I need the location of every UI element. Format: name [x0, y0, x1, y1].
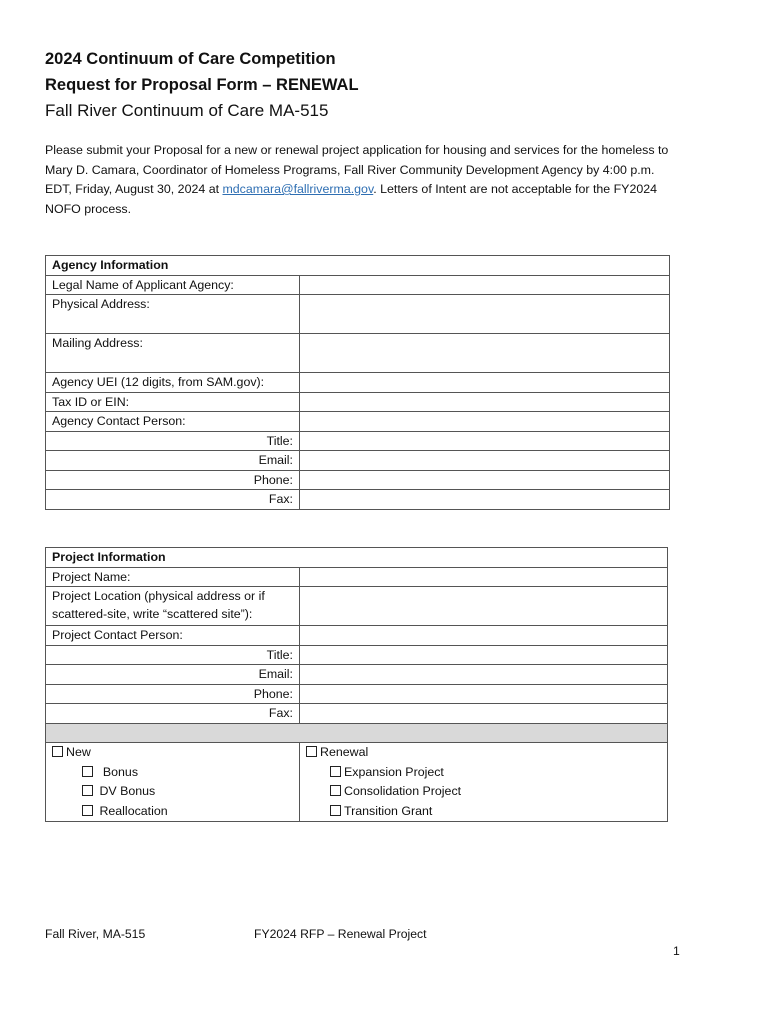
- project-name-label: Project Name:: [46, 567, 300, 587]
- project-email-label: Email:: [46, 665, 300, 685]
- checkbox-expansion[interactable]: [330, 766, 341, 777]
- mailing-address-label: Mailing Address:: [46, 334, 300, 373]
- checkbox-bonus[interactable]: [82, 766, 93, 777]
- mailing-address-field[interactable]: [300, 334, 670, 373]
- option-dv-bonus[interactable]: [46, 782, 300, 802]
- project-location-label-line2: scattered-site, write “scattered site”):: [52, 607, 253, 621]
- checkbox-consolidation[interactable]: [330, 785, 341, 796]
- project-phone-label: Phone:: [46, 684, 300, 704]
- project-location-label: [46, 587, 300, 626]
- project-title-label: Title:: [46, 645, 300, 665]
- agency-uei-field[interactable]: [300, 373, 670, 393]
- form-title-line1: 2024 Continuum of Care Competition: [45, 50, 336, 68]
- instructions-paragraph: [45, 141, 673, 219]
- option-reallocation[interactable]: [46, 802, 300, 822]
- physical-address-field[interactable]: [300, 295, 670, 334]
- project-location-label-line1: Project Location (physical address or if: [52, 589, 265, 603]
- agency-email-label: Email:: [46, 451, 300, 471]
- physical-address-label: Physical Address:: [46, 295, 300, 334]
- agency-fax-label: Fax:: [46, 490, 300, 510]
- agency-phone-field[interactable]: [300, 470, 670, 490]
- form-title-line2: Request for Proposal Form – RENEWAL: [45, 76, 359, 94]
- instructions-text: Please submit your Proposal for a new or renewal project application for housing and services for the homeless to Mary D. Camara, Coordinator of Homeless Programs, Fall River Community Development Agency by 4:00 p.m. EDT, Friday, August 30, 2024 at: [45, 143, 669, 196]
- email-link[interactable]: mdcamara@fallriverma.gov: [222, 182, 374, 196]
- agency-email-field[interactable]: [300, 451, 670, 471]
- option-expansion-label: Expansion Project: [344, 764, 444, 779]
- project-location-field[interactable]: [300, 587, 668, 626]
- project-contact-field[interactable]: [300, 626, 668, 646]
- checkbox-dv-bonus[interactable]: [82, 785, 93, 796]
- form-subtitle: Fall River Continuum of Care MA-515: [45, 101, 329, 120]
- page-number: 1: [673, 944, 680, 958]
- project-email-field[interactable]: [300, 665, 668, 685]
- agency-information-heading: Agency Information: [46, 256, 670, 276]
- option-consolidation[interactable]: [300, 782, 668, 802]
- footer-left: Fall River, MA-515: [45, 927, 146, 941]
- project-phone-field[interactable]: [300, 684, 668, 704]
- agency-title-field[interactable]: [300, 431, 670, 451]
- footer-center: FY2024 RFP – Renewal Project: [254, 927, 427, 941]
- agency-title-label: Title:: [46, 431, 300, 451]
- option-bonus[interactable]: [46, 763, 300, 783]
- project-contact-label: Project Contact Person:: [46, 626, 300, 646]
- option-expansion[interactable]: [300, 763, 668, 783]
- instructions-text-end: . Letters of Intent are not acceptable for the FY2024 NOFO process.: [45, 182, 658, 216]
- project-information-heading: Project Information: [46, 548, 668, 568]
- option-new[interactable]: [46, 743, 300, 763]
- project-fax-field[interactable]: [300, 704, 668, 724]
- project-title-field[interactable]: [300, 645, 668, 665]
- option-renewal-label: Renewal: [320, 745, 369, 759]
- shaded-separator-row: [46, 723, 668, 743]
- option-reallocation-label: Reallocation: [99, 803, 168, 818]
- agency-uei-label: Agency UEI (12 digits, from SAM.gov):: [46, 373, 300, 393]
- tax-id-label: Tax ID or EIN:: [46, 392, 300, 412]
- tax-id-field[interactable]: [300, 392, 670, 412]
- option-new-label: New: [66, 745, 91, 759]
- option-transition[interactable]: [300, 802, 668, 822]
- project-name-field[interactable]: [300, 567, 668, 587]
- checkbox-new[interactable]: [52, 746, 63, 757]
- option-renewal[interactable]: [300, 743, 668, 763]
- checkbox-renewal[interactable]: [306, 746, 317, 757]
- agency-contact-label: Agency Contact Person:: [46, 412, 300, 432]
- option-dv-bonus-label: DV Bonus: [99, 784, 156, 798]
- agency-contact-field[interactable]: [300, 412, 670, 432]
- legal-name-field[interactable]: [300, 275, 670, 295]
- legal-name-label: Legal Name of Applicant Agency:: [46, 275, 300, 295]
- agency-fax-field[interactable]: [300, 490, 670, 510]
- checkbox-reallocation[interactable]: [82, 805, 93, 816]
- checkbox-transition[interactable]: [330, 805, 341, 816]
- project-information-table: [45, 547, 668, 822]
- option-consolidation-label: Consolidation Project: [344, 784, 462, 798]
- agency-information-table: [45, 255, 670, 510]
- project-fax-label: Fax:: [46, 704, 300, 724]
- agency-phone-label: Phone:: [46, 470, 300, 490]
- option-bonus-label: Bonus: [102, 764, 139, 779]
- option-transition-label: Transition Grant: [344, 803, 433, 818]
